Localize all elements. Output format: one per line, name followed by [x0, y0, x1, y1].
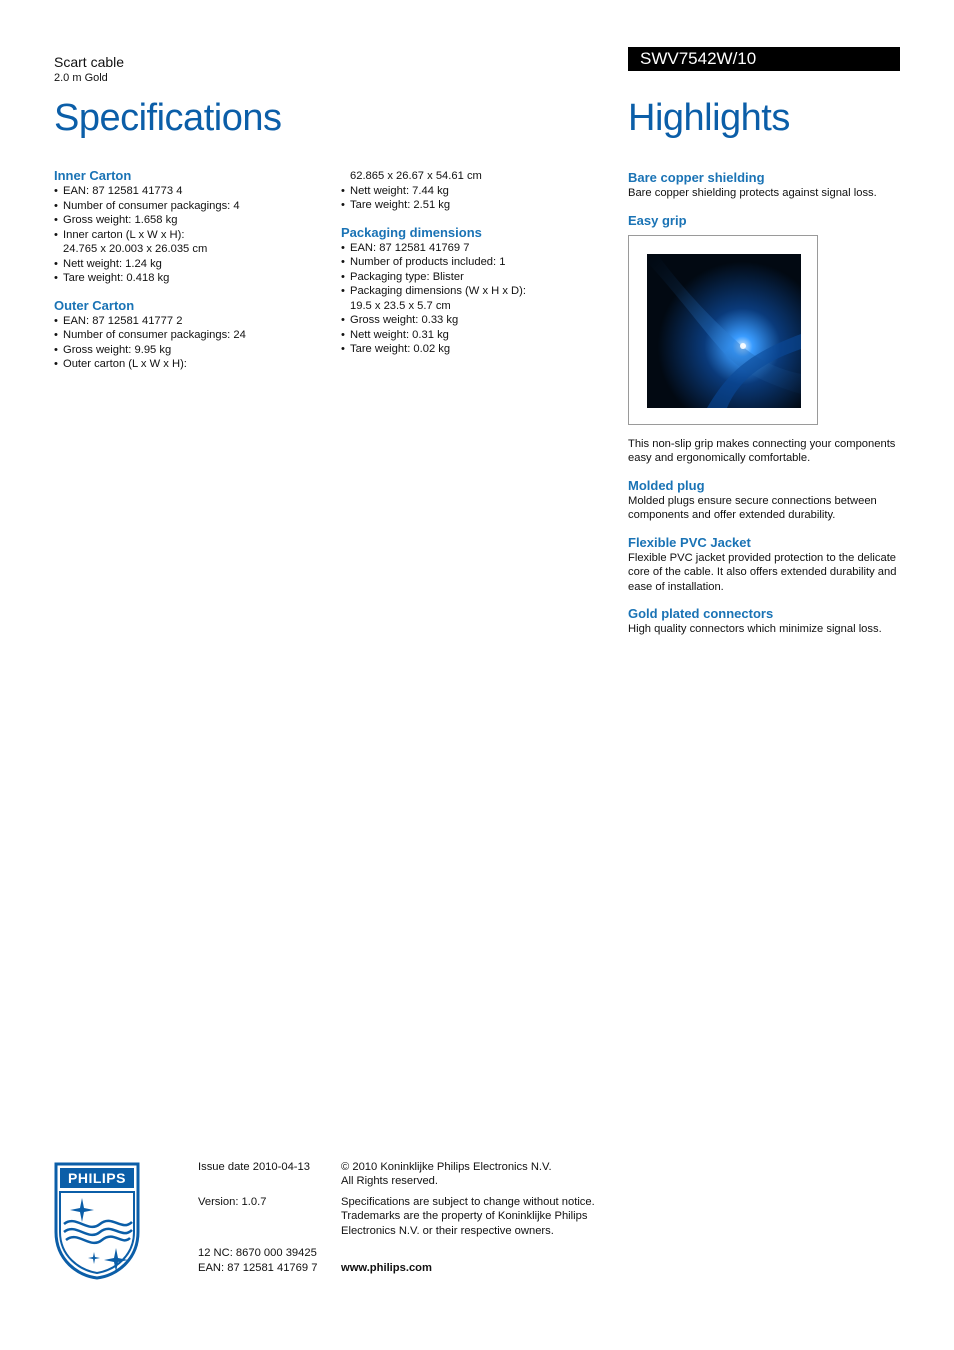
outer-carton-heading: Outer Carton [54, 297, 135, 313]
logo-text: PHILIPS [68, 1170, 126, 1186]
list-item: • EAN: 87 12581 41769 7 [341, 241, 470, 254]
list-item: • Gross weight: 1.658 kg [54, 214, 178, 226]
list-item: • Inner carton (L x W x H): 24.765 x 20.003 x 26.035 cm [54, 228, 324, 257]
spec-column-2 [341, 169, 611, 357]
philips-shield-logo [54, 1162, 140, 1285]
list-item: • Tare weight: 2.51 kg [341, 199, 451, 211]
highlight-title: Gold plated connectors [628, 606, 774, 621]
outer-carton-list [54, 314, 324, 372]
highlights-column [628, 170, 903, 649]
specifications-title: Specifications [54, 97, 282, 139]
list-item: • Number of consumer packagings: 4 [54, 199, 240, 212]
list-item: • Nett weight: 1.24 kg [54, 257, 162, 270]
list-item: • Nett weight: 7.44 kg [341, 184, 449, 197]
model-number-bar [628, 47, 900, 71]
list-item: • Gross weight: 0.33 kg [341, 314, 459, 326]
disclaimer-line-1: Specifications are subject to change without notice. [341, 1196, 595, 1208]
ean-number: EAN: 87 12581 41769 7 [198, 1262, 318, 1274]
inner-carton-dims: 24.765 x 20.003 x 26.035 cm [63, 243, 208, 255]
list-item: • Packaging dimensions (W x H x D): 19.5 x 23.5 x 5.7 cm [341, 284, 611, 313]
outer-carton-list-cont [341, 184, 611, 213]
highlight-title: Bare copper shielding [628, 170, 765, 185]
copyright-line-2: All Rights reserved. [341, 1175, 438, 1187]
highlight-gold-connectors [628, 606, 903, 637]
list-item: • Number of products included: 1 [341, 256, 506, 268]
highlight-desc: This non-slip grip makes connecting your components easy and ergonomically comfortable. [628, 437, 896, 464]
highlight-desc: Molded plugs ensure secure connections between components and offer extended durability. [628, 494, 877, 521]
highlight-desc: Bare copper shielding protects against signal loss. [628, 187, 877, 199]
highlight-title: Easy grip [628, 212, 687, 228]
highlight-desc: Flexible PVC jacket provided protection to the delicate core of the cable. It also offers extended durability and ease of installation. [628, 551, 897, 593]
highlight-easy-grip [628, 213, 903, 466]
inner-carton-list [54, 184, 324, 286]
version: Version: 1.0.7 [198, 1196, 267, 1208]
disclaimer-line-3: Electronics N.V. or their respective owners. [341, 1225, 554, 1237]
issue-date: Issue date 2010-04-13 [198, 1161, 310, 1173]
disclaimer-line-2: Trademarks are the property of Koninklijke Philips [341, 1210, 588, 1222]
highlight-desc: High quality connectors which minimize signal loss. [628, 623, 882, 635]
copyright-line-1: © 2010 Koninklijke Philips Electronics N.V. [341, 1161, 552, 1173]
easy-grip-image [628, 235, 818, 425]
packaging-dimensions-heading: Packaging dimensions [341, 224, 482, 240]
list-item: • Packaging type: Blister [341, 270, 464, 283]
abstract-blue-light-image [647, 254, 801, 408]
outer-carton-dims: 62.865 x 26.67 x 54.61 cm [350, 170, 482, 182]
list-item: • Tare weight: 0.02 kg [341, 343, 451, 355]
highlight-title: Molded plug [628, 477, 705, 493]
list-item: • EAN: 87 12581 41773 4 [54, 185, 183, 197]
list-item: • EAN: 87 12581 41777 2 [54, 314, 183, 327]
product-name: Scart cable [54, 54, 125, 70]
highlight-bare-copper [628, 170, 903, 201]
inner-carton-heading: Inner Carton [54, 168, 132, 183]
product-subtitle: 2.0 m Gold [54, 72, 108, 84]
highlight-flexible-pvc [628, 535, 903, 595]
list-item: • Gross weight: 9.95 kg [54, 343, 172, 356]
list-item: • Tare weight: 0.418 kg [54, 272, 170, 284]
spec-column-1 [54, 168, 324, 372]
packaging-dims: 19.5 x 23.5 x 5.7 cm [350, 299, 451, 312]
website-link[interactable]: www.philips.com [341, 1262, 432, 1274]
highlight-title: Flexible PVC Jacket [628, 534, 751, 550]
list-item: • Outer carton (L x W x H): [54, 358, 187, 370]
packaging-list [341, 241, 611, 357]
nc-number: 12 NC: 8670 000 39425 [198, 1247, 317, 1259]
model-number: SWV7542W/10 [640, 49, 757, 68]
list-item: • Nett weight: 0.31 kg [341, 328, 449, 341]
highlight-molded-plug [628, 478, 903, 523]
highlights-title: Highlights [628, 97, 790, 139]
list-item: • Number of consumer packagings: 24 [54, 329, 246, 341]
